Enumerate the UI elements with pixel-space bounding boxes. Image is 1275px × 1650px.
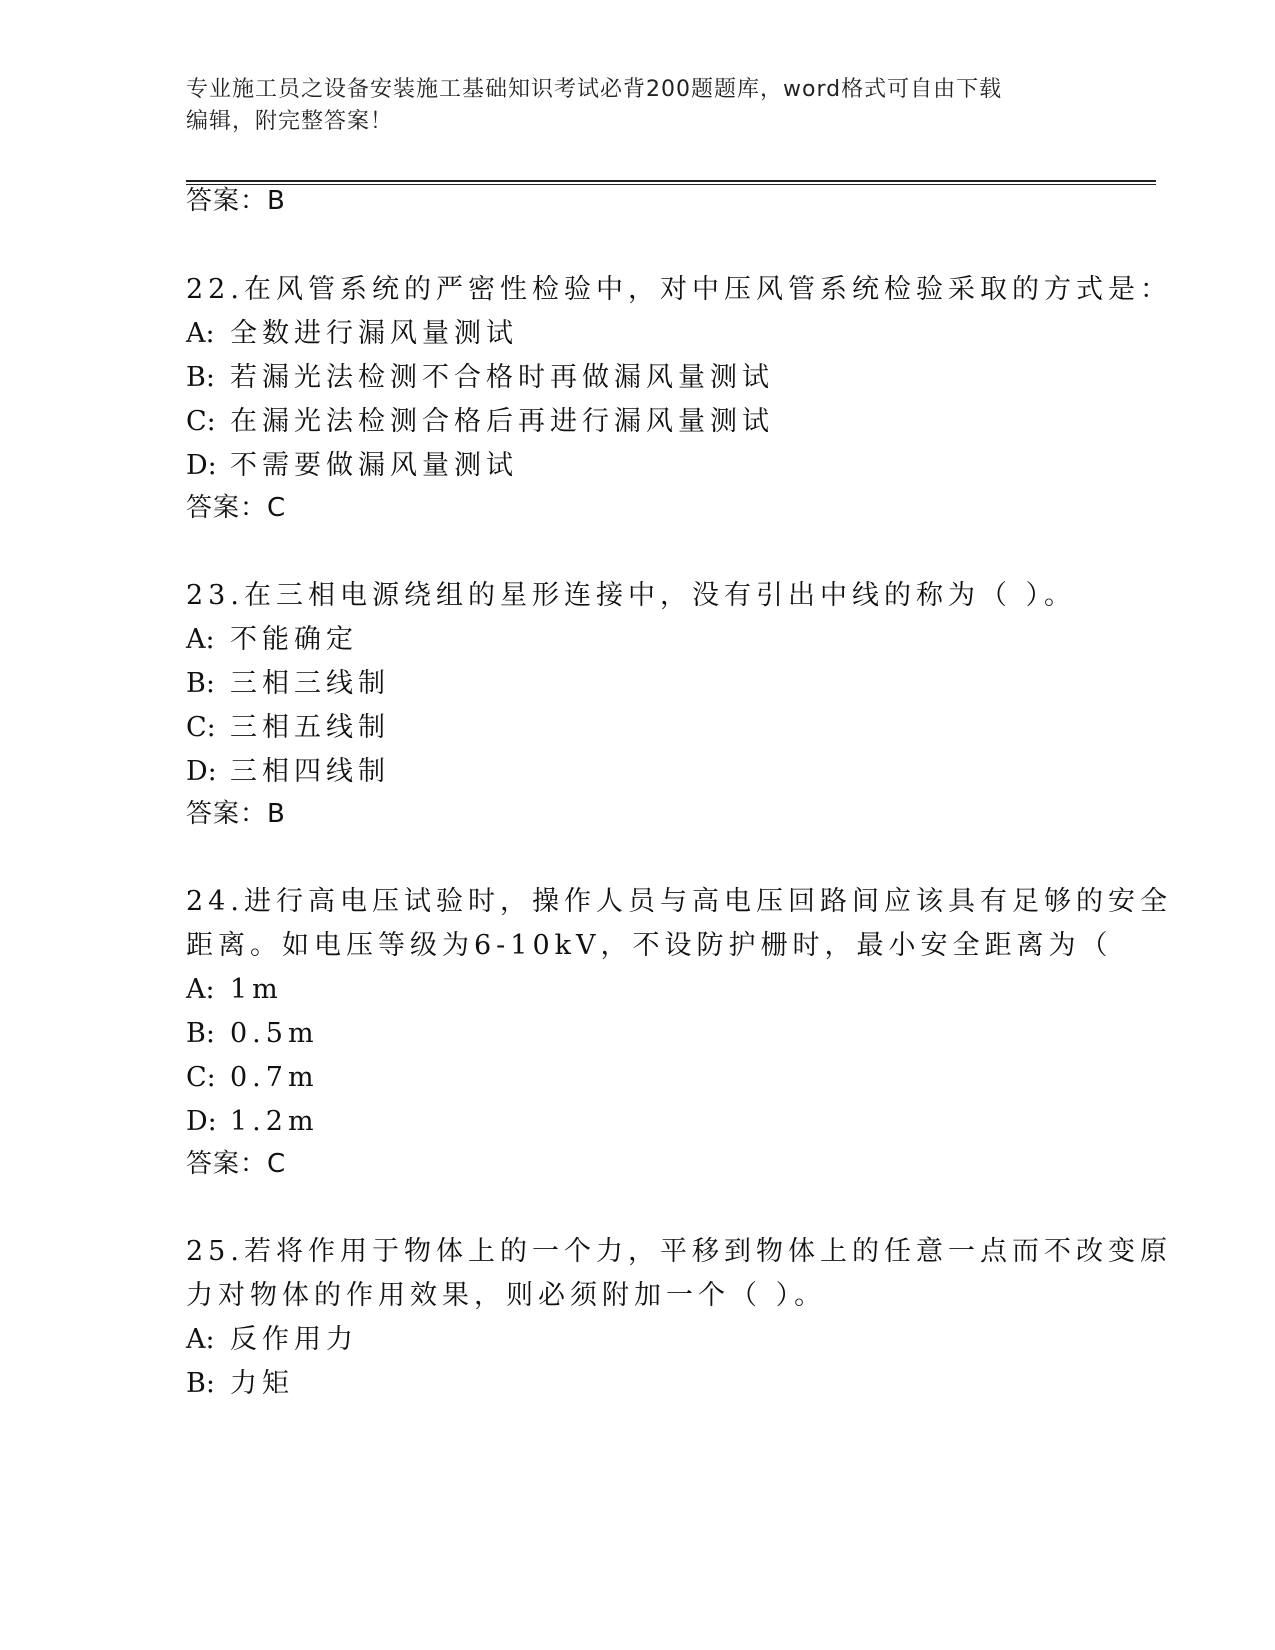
option-text: 全数进行漏风量测试: [230, 318, 518, 349]
option-letter: A:: [186, 318, 215, 349]
option-text: 不需要做漏风量测试: [230, 450, 518, 481]
question-24-option-b: [186, 1014, 319, 1054]
question-22-option-d: [186, 446, 518, 486]
option-text: 若漏光法检测不合格时再做漏风量测试: [230, 362, 774, 393]
question-25-option-a: [186, 1320, 358, 1360]
option-letter: A:: [186, 1324, 215, 1355]
question-23-option-a: [186, 620, 358, 660]
option-letter: B:: [186, 668, 215, 699]
option-letter: D:: [186, 450, 217, 481]
question-25-text-line-2: 力对物体的作用效果，则必须附加一个（ ）。: [186, 1280, 827, 1311]
answer-21: 答案：B: [186, 186, 286, 216]
question-25-option-b: [186, 1364, 294, 1404]
question-22-option-c: [186, 402, 774, 442]
option-text: 三相五线制: [230, 712, 390, 743]
option-text: 0.5m: [230, 1018, 319, 1049]
option-text: 不能确定: [230, 624, 358, 655]
option-text: 1m: [230, 974, 283, 1005]
page-header: [186, 74, 1066, 138]
question-22-text: 22.在风管系统的严密性检验中，对中压风管系统检验采取的方式是：: [186, 274, 1172, 305]
question-24-text-line-1: 24.进行高电压试验时，操作人员与高电压回路间应该具有足够的安全: [186, 886, 1172, 917]
option-letter: D:: [186, 1106, 217, 1137]
option-text: 1.2m: [230, 1106, 319, 1137]
question-25-text-line-1: 25.若将作用于物体上的一个力，平移到物体上的任意一点而不改变原: [186, 1236, 1172, 1267]
question-24-option-a: [186, 970, 283, 1010]
option-letter: C:: [186, 712, 216, 743]
question-24-option-d: [186, 1102, 319, 1142]
header-rule-thin: [186, 184, 1156, 185]
option-text: 三相三线制: [230, 668, 390, 699]
header-line-1: 专业施工员之设备安装施工基础知识考试必背200题题库，word格式可自由下载: [186, 77, 1003, 102]
option-text: 0.7m: [230, 1062, 319, 1093]
option-letter: B:: [186, 362, 215, 393]
answer-24: 答案：C: [186, 1149, 287, 1179]
option-text: 反作用力: [230, 1324, 358, 1355]
option-letter: C:: [186, 406, 216, 437]
answer-22: 答案：C: [186, 493, 287, 523]
question-24-option-c: [186, 1058, 319, 1098]
header-line-2: 编辑，附完整答案！: [186, 109, 394, 134]
question-23-option-c: [186, 708, 390, 748]
question-22-option-a: [186, 314, 518, 354]
option-text: 在漏光法检测合格后再进行漏风量测试: [230, 406, 774, 437]
option-text: 力矩: [230, 1368, 294, 1399]
option-text: 三相四线制: [230, 756, 390, 787]
answer-23: 答案：B: [186, 799, 286, 829]
document-page: [186, 0, 1172, 1650]
option-letter: B:: [186, 1368, 215, 1399]
option-letter: D:: [186, 756, 217, 787]
option-letter: A:: [186, 974, 215, 1005]
option-letter: C:: [186, 1062, 216, 1093]
question-23-option-b: [186, 664, 390, 704]
option-letter: B:: [186, 1018, 215, 1049]
question-24-text-line-2: 距离。如电压等级为6-10kV，不设防护栅时，最小安全距离为（: [186, 930, 1113, 961]
question-23-text: 23.在三相电源绕组的星形连接中，没有引出中线的称为（ ）。: [186, 580, 1077, 611]
question-22-option-b: [186, 358, 774, 398]
option-letter: A:: [186, 624, 215, 655]
header-rule: [186, 180, 1156, 182]
question-23-option-d: [186, 752, 390, 792]
